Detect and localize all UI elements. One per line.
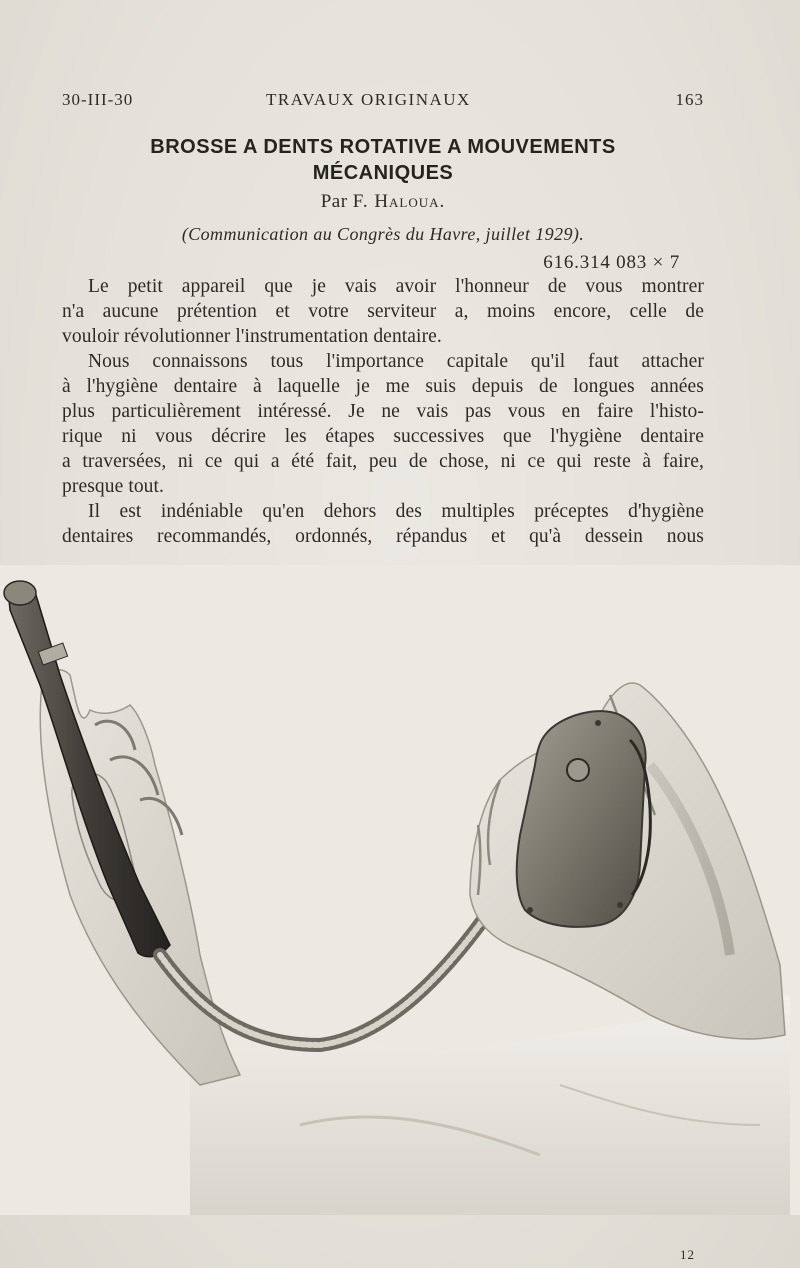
body-line: dentaires recommandés, ordonnés, répandus et qu'à dessein nous <box>62 526 704 547</box>
body-line: Le petit appareil que je vais avoir l'honneur de vous montrer <box>88 276 704 297</box>
issue-date: 30-III-30 <box>62 90 134 109</box>
author-line <box>62 191 704 213</box>
motor-cable-socket <box>567 759 589 781</box>
communication-note: (Communication au Congrès du Havre, juillet 1929). <box>181 224 585 244</box>
body-line: Il est indéniable qu'en dehors des multiples préceptes d'hygiène <box>88 501 704 522</box>
classification-code: 616.314 083 × 7 <box>543 252 680 273</box>
body-line: Nous connaissons tous l'importance capitale qu'il faut attacher <box>88 351 704 372</box>
toothbrush-photograph <box>0 565 800 1215</box>
article-title-line-2: MÉCANIQUES <box>312 162 454 184</box>
page-number: 163 <box>675 90 704 109</box>
motor-screw <box>617 902 623 908</box>
article-title <box>62 134 704 186</box>
body-line: n'a aucune prétention et votre serviteur a, moins encore, celle de <box>62 301 704 322</box>
body-line: a traversées, ni ce qui a été fait, peu de chose, ni ce qui reste à faire, <box>62 451 704 472</box>
body-line: vouloir révolutionner l'instrumentation dentaire. <box>62 326 442 347</box>
section-title: TRAVAUX ORIGINAUX <box>266 90 471 109</box>
motor-screw <box>527 907 533 913</box>
body-line: rique ni vous décrire les étapes successives que l'hygiène dentaire <box>62 426 704 447</box>
body-line: plus particulièrement intéressé. Je ne vais pas vous en faire l'histo- <box>62 401 704 422</box>
plate-number: 12 <box>680 1247 695 1262</box>
article-body <box>62 274 704 549</box>
motor-screw <box>595 720 601 726</box>
author-name: F. Haloua. <box>352 191 446 212</box>
body-line: à l'hygiène dentaire à laquelle je me suis depuis de longues années <box>62 376 704 397</box>
running-head <box>62 90 704 114</box>
body-line: presque tout. <box>62 476 165 497</box>
brush-head <box>4 581 36 605</box>
article-title-line-1: BROSSE A DENTS ROTATIVE A MOUVEMENTS <box>150 136 616 158</box>
author-prefix: Par <box>320 191 353 212</box>
